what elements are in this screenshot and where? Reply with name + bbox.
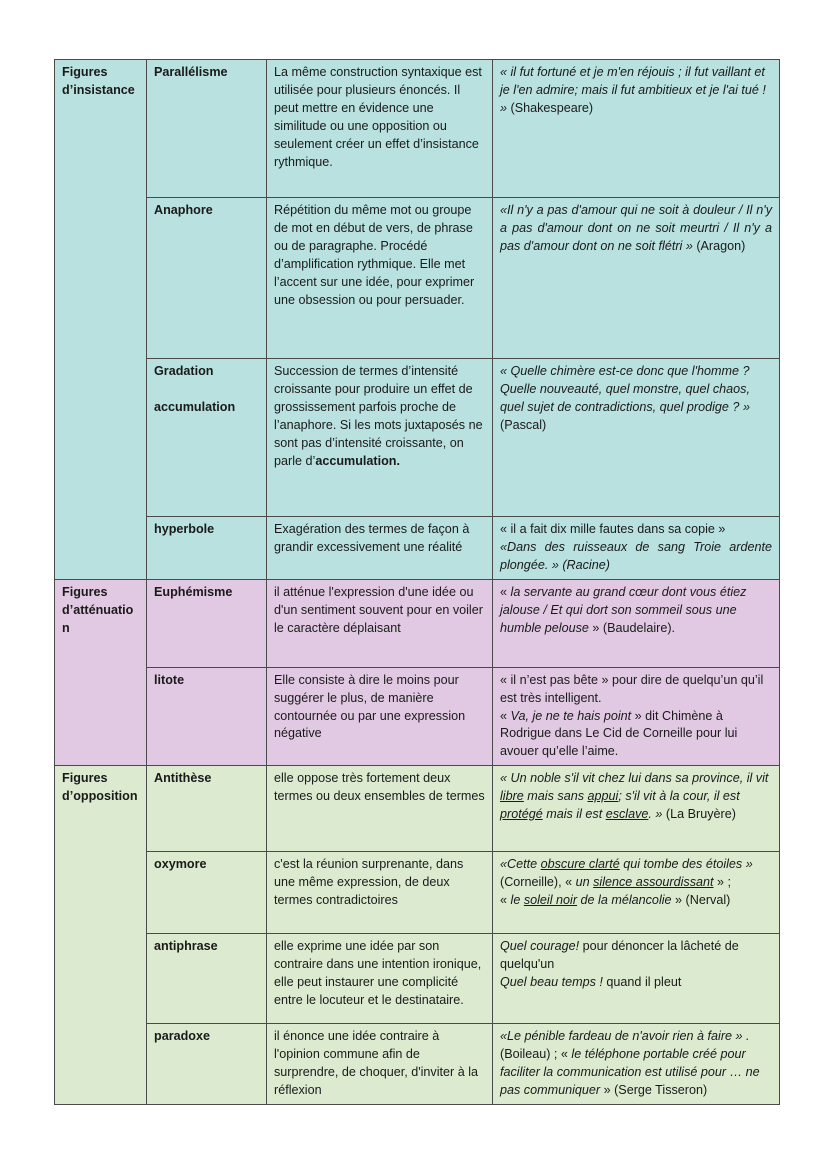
example-part: ; s'il vit à la cour, il est bbox=[618, 789, 740, 804]
group-opposition: Figures d’opposition bbox=[55, 766, 147, 1105]
term-litote: litote bbox=[147, 667, 267, 766]
def-litote: Elle consiste à dire le moins pour suggérer le plus, de manière contournée ou par une expression négative bbox=[267, 667, 493, 766]
def-bold: accumulation. bbox=[315, 453, 400, 468]
example-underlined: libre bbox=[500, 789, 524, 804]
def-oxymore: c'est la réunion surprenante, dans une même expression, de deux termes contradictoires bbox=[267, 852, 493, 934]
example-litote bbox=[493, 667, 780, 766]
row-litote bbox=[55, 667, 780, 766]
example-text: la servante au grand cœur dont vous étiez jalouse / Et qui dort son sommeil sous une humble pelouse bbox=[500, 584, 747, 635]
row-antithese bbox=[55, 766, 780, 852]
example-quote-open: « bbox=[500, 584, 511, 599]
example-source: » ; bbox=[713, 875, 732, 890]
row-parallelisme bbox=[55, 60, 780, 198]
example-text: » (Serge Tisseron) bbox=[600, 1082, 708, 1097]
example-underlined: esclave bbox=[605, 807, 649, 822]
def-antiphrase: elle exprime une idée par son contraire dans une intention ironique, elle peut instaurer une complicité entre le locuteur et le destinataire. bbox=[267, 934, 493, 1024]
example-source: (Pascal) bbox=[500, 417, 547, 432]
example-anaphore bbox=[493, 198, 780, 359]
example-source: (Corneille), « bbox=[500, 875, 576, 890]
row-euphemisme bbox=[55, 579, 780, 667]
term-antiphrase: antiphrase bbox=[147, 934, 267, 1024]
example-euphemisme bbox=[493, 579, 780, 667]
example-underlined: silence assourdissant bbox=[593, 875, 714, 890]
term-gradation-label: Gradation bbox=[154, 364, 214, 378]
term-hyperbole: hyperbole bbox=[147, 517, 267, 580]
row-anaphore bbox=[55, 198, 780, 359]
row-oxymore bbox=[55, 852, 780, 934]
example-text: quand il pleut bbox=[602, 975, 682, 990]
def-hyperbole: Exagération des termes de façon à grandir excessivement une réalité bbox=[267, 517, 493, 580]
row-paradoxe bbox=[55, 1024, 780, 1105]
example-text: « Quelle chimère est-ce donc que l'homme ? Quelle nouveauté, quel monstre, quel chaos, quel sujet de contradictions, quel prodige ? » bbox=[500, 364, 750, 414]
example-a: « il a fait dix mille fautes dans sa copie » bbox=[500, 522, 726, 536]
def-paradoxe: il énonce une idée contraire à l'opinion commune afin de surprendre, de choquer, d'inviter à la réflexion bbox=[267, 1024, 493, 1105]
figures-de-style-table bbox=[54, 59, 780, 1105]
example-italic: Va, je ne te hais point bbox=[510, 708, 632, 723]
example-parallelisme bbox=[493, 60, 780, 198]
row-gradation bbox=[55, 359, 780, 517]
example-b: » dit Chimène à Rodrigue dans Le Cid de Corneille pour lui avouer qu’elle l’aime. bbox=[500, 708, 738, 759]
example-part: «Cette bbox=[500, 857, 541, 872]
example-part: de la mélancolie bbox=[577, 893, 672, 908]
example-oxymore bbox=[493, 852, 780, 934]
example-underlined: soleil noir bbox=[523, 893, 578, 908]
example-part: un bbox=[575, 875, 594, 890]
def-euphemisme: il atténue l'expression d'une idée ou d'un sentiment souvent pour en voiler le caractère déplaisant bbox=[267, 579, 493, 667]
example-part: le bbox=[510, 893, 524, 908]
group-attenuation-line3: n bbox=[62, 620, 70, 635]
term-anaphore: Anaphore bbox=[147, 198, 267, 359]
example-italic: «Le pénible fardeau de n'avoir rien à faire » . bbox=[500, 1029, 750, 1044]
term-oxymore: oxymore bbox=[147, 852, 267, 934]
def-parallelisme: La même construction syntaxique est utilisée pour plusieurs énoncés. Il peut mettre en évidence une similitude ou une opposition ou seulement créer un effet d’insistance rythmique. bbox=[267, 60, 493, 198]
group-attenuation-line1: Figures bbox=[62, 584, 108, 599]
example-hyperbole bbox=[493, 517, 780, 580]
example-text: « il fut fortuné et je m'en réjouis ; il fut vaillant et je l'en admire; mais il fut ambitieux et je l'ai tué ! » bbox=[500, 65, 766, 115]
example-text: (Boileau) ; « bbox=[500, 1047, 572, 1062]
example-antiphrase bbox=[493, 934, 780, 1024]
def-text: Succession de termes d’intensité croissante pour produire un effet de grossissement parfois proche de l’anaphore. Si les mots juxtaposés ne sont pas d’intensité croissante, on parle d’ bbox=[274, 364, 483, 468]
term-gradation bbox=[147, 359, 267, 517]
example-a: « il n’est pas bête » pour dire de quelqu’un qu’il est très intelligent. bbox=[500, 672, 764, 705]
row-antiphrase bbox=[55, 934, 780, 1024]
example-quote-open: « bbox=[500, 708, 511, 723]
example-antithese bbox=[493, 766, 780, 852]
example-part: « Un noble s'il vit chez lui dans sa province, il vit bbox=[500, 771, 769, 786]
term-accumulation-label: accumulation bbox=[154, 399, 236, 414]
example-underlined: protégé bbox=[500, 807, 543, 822]
group-attenuation bbox=[55, 579, 147, 766]
example-italic: Quel beau temps ! bbox=[500, 975, 603, 990]
term-paradoxe: paradoxe bbox=[147, 1024, 267, 1105]
example-source: » (Nerval) bbox=[671, 893, 731, 908]
row-hyperbole bbox=[55, 517, 780, 580]
example-part: . » bbox=[648, 807, 663, 822]
example-source: (Aragon) bbox=[692, 238, 746, 253]
example-italic: Quel courage! bbox=[500, 939, 580, 954]
example-part: mais il est bbox=[542, 807, 606, 822]
example-gradation bbox=[493, 359, 780, 517]
example-text: «Il n'y a pas d'amour qui ne soit à douleur / Il n'y a pas d'amour dont on ne soit meurtri / Il n'y a pas d'amour dont on ne soit flétri » bbox=[500, 203, 772, 253]
example-text: pour dénoncer la lâcheté de quelqu'un bbox=[500, 939, 739, 972]
example-b: «Dans des ruisseaux de sang Troie ardente plongée. » (Racine) bbox=[500, 539, 772, 572]
term-parallelisme: Parallélisme bbox=[147, 60, 267, 198]
example-underlined: appui bbox=[587, 789, 619, 804]
example-source: (Shakespeare) bbox=[507, 100, 594, 115]
term-euphemisme: Euphémisme bbox=[147, 579, 267, 667]
group-insistance: Figures d’insistance bbox=[55, 60, 147, 580]
def-antithese: elle oppose très fortement deux termes ou deux ensembles de termes bbox=[267, 766, 493, 852]
example-quote-open: « bbox=[500, 893, 511, 908]
def-anaphore: Répétition du même mot ou groupe de mot en début de vers, de phrase ou de paragraphe. Procédé d’amplification rythmique. Elle met l’accent sur une idée, pour exprimer une obsession ou pour persuader. bbox=[267, 198, 493, 359]
example-part: qui tombe des étoiles » bbox=[619, 857, 753, 872]
def-gradation bbox=[267, 359, 493, 517]
example-source: » (Baudelaire). bbox=[588, 620, 676, 635]
example-italic: le téléphone portable créé pour faciliter la communication est utilisé pour … ne pas communiquer bbox=[500, 1047, 760, 1097]
example-underlined: obscure clarté bbox=[540, 857, 620, 872]
group-attenuation-line2: d’atténuatio bbox=[62, 602, 134, 617]
term-antithese: Antithèse bbox=[147, 766, 267, 852]
example-paradoxe bbox=[493, 1024, 780, 1105]
example-part: mais sans bbox=[523, 789, 588, 804]
example-source: (La Bruyère) bbox=[662, 807, 736, 822]
